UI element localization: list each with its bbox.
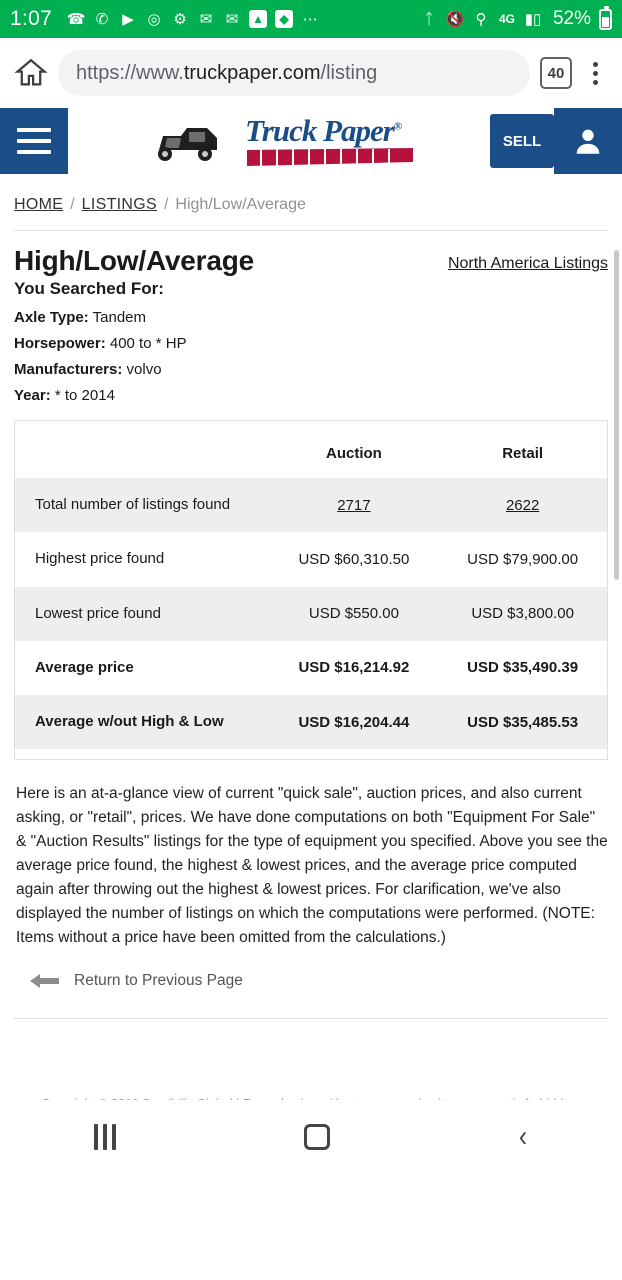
- stats-table: [15, 429, 607, 749]
- 4g-lte-icon: 4G: [498, 12, 515, 26]
- criteria-horsepower: [14, 335, 608, 352]
- row-label: Average w/out High & Low: [15, 695, 270, 749]
- app-icon: ⚙: [173, 10, 187, 28]
- row-label: Highest price found: [35, 550, 165, 568]
- table-header-row: [15, 429, 607, 478]
- page-content: [0, 174, 622, 1174]
- criteria-value: volvo: [126, 361, 162, 378]
- row-retail-value: USD $35,490.39: [467, 659, 579, 677]
- location-message-icon: ◎: [147, 10, 161, 28]
- youtube-icon: ▶: [122, 10, 134, 28]
- stats-card: [14, 420, 608, 760]
- status-bar: [0, 0, 622, 38]
- column-header-blank: [15, 429, 270, 478]
- battery-percent: 52%: [552, 8, 591, 29]
- more-icon: ⋯: [302, 10, 318, 28]
- scrollbar[interactable]: [614, 250, 619, 580]
- criteria-label: Axle Type:: [14, 309, 89, 326]
- logo-text: Truck Paper®: [245, 115, 415, 168]
- mute-icon: 🔇: [445, 10, 465, 28]
- searched-for-header: You Searched For:: [14, 279, 164, 298]
- row-auction-value: USD $60,310.50: [298, 550, 410, 568]
- app-square-icon: ◆: [274, 9, 294, 29]
- breadcrumb-home[interactable]: HOME: [14, 196, 64, 213]
- recents-icon[interactable]: [94, 1124, 116, 1150]
- bluetooth-icon: ᛏ: [424, 10, 434, 28]
- search-criteria: [0, 277, 622, 404]
- url-bar[interactable]: [58, 50, 530, 96]
- criteria-year: [14, 387, 608, 404]
- criteria-label: Horsepower:: [14, 335, 106, 352]
- criteria-axle-type: [14, 309, 608, 326]
- gmail-icon: ✉: [225, 10, 239, 28]
- wifi-icon: ⚲: [475, 10, 487, 28]
- criteria-label: Manufacturers:: [14, 361, 123, 378]
- breadcrumb: [0, 174, 622, 230]
- status-left-icons: [10, 7, 419, 31]
- row-auction-value: USD $16,214.92: [298, 659, 410, 677]
- row-retail-value: USD $3,800.00: [438, 587, 607, 641]
- footer-divider: [14, 1018, 608, 1019]
- retail-count-link[interactable]: 2622: [505, 496, 540, 514]
- photos-icon: ▲: [248, 9, 268, 29]
- criteria-manufacturers: [14, 361, 608, 378]
- column-header-retail: Retail: [502, 445, 544, 462]
- row-auction-value: USD $16,204.44: [270, 695, 439, 749]
- site-header: [0, 108, 622, 174]
- row-auction-value: USD $550.00: [270, 587, 439, 641]
- north-america-listings-link[interactable]: North America Listings: [447, 255, 608, 272]
- criteria-value: Tandem: [92, 309, 147, 326]
- arrow-left-icon: [30, 973, 60, 989]
- table-row: [15, 532, 607, 586]
- return-to-previous-page-link[interactable]: [30, 972, 608, 990]
- table-row: [15, 587, 607, 641]
- system-navigation-bar: [0, 1100, 622, 1174]
- row-auction-value: [270, 478, 439, 532]
- criteria-label: Year:: [14, 387, 51, 404]
- home-icon[interactable]: [304, 1124, 330, 1150]
- breadcrumb-current: High/Low/Average: [175, 196, 306, 213]
- mail-icon: ✉: [199, 10, 213, 28]
- hamburger-icon[interactable]: [0, 108, 68, 174]
- status-clock: 1:07: [10, 7, 53, 30]
- page-title: High/Low/Average: [14, 245, 255, 276]
- row-retail-value: USD $79,900.00: [467, 550, 579, 568]
- whatsapp-icon: ✆: [95, 10, 109, 28]
- title-row: [0, 231, 622, 277]
- signal-icon: ▮▯: [524, 10, 542, 28]
- sell-button[interactable]: SELL: [490, 114, 554, 168]
- site-logo[interactable]: [68, 108, 490, 174]
- row-label: Total number of listings found: [15, 478, 270, 532]
- column-header-auction: Auction: [325, 445, 382, 462]
- back-icon[interactable]: ‹: [519, 1120, 527, 1153]
- row-label: Lowest price found: [15, 587, 270, 641]
- truck-icon: [143, 116, 239, 171]
- criteria-value: * to 2014: [54, 387, 115, 404]
- row-retail-value: [438, 478, 607, 532]
- status-right-icons: [419, 8, 612, 30]
- logo-underline: [245, 146, 415, 168]
- breadcrumb-separator-2: /: [163, 196, 169, 213]
- browser-toolbar: [0, 38, 622, 108]
- battery-icon: [599, 9, 612, 30]
- tab-count-button[interactable]: 40: [540, 57, 572, 89]
- table-row: [15, 478, 607, 532]
- explanatory-text: Here is an at-a-glance view of current "quick sale", auction prices, and also current asking, or "retail", prices. We have done computations on both "Equipment For Sale" & "Auction Results" listings for the type of equipment you specified. Above you see the average price found, the highest & lowest prices, and the average price computed again after throwing out the highest & lowest prices. For clarification, we've also displayed the number of listings on which the computations were performed. (NOTE: Items without a price have been omitted from the calculations.): [16, 785, 608, 947]
- phone-mute-icon: ☎: [66, 10, 86, 28]
- table-row: [15, 641, 607, 695]
- home-icon[interactable]: [14, 56, 48, 90]
- table-row: [15, 695, 607, 749]
- kebab-menu-icon[interactable]: [582, 62, 608, 85]
- criteria-value: 400 to * HP: [109, 335, 187, 352]
- url-text: https://www.truckpaper.com/listing: [76, 61, 378, 84]
- return-label: Return to Previous Page: [74, 972, 243, 990]
- auction-count-link[interactable]: 2717: [337, 496, 371, 514]
- row-retail-value: USD $35,485.53: [438, 695, 607, 749]
- row-label: Average price: [35, 658, 134, 676]
- user-icon[interactable]: [554, 108, 622, 174]
- breadcrumb-listings[interactable]: LISTINGS: [81, 196, 157, 213]
- breadcrumb-separator-1: /: [70, 196, 75, 213]
